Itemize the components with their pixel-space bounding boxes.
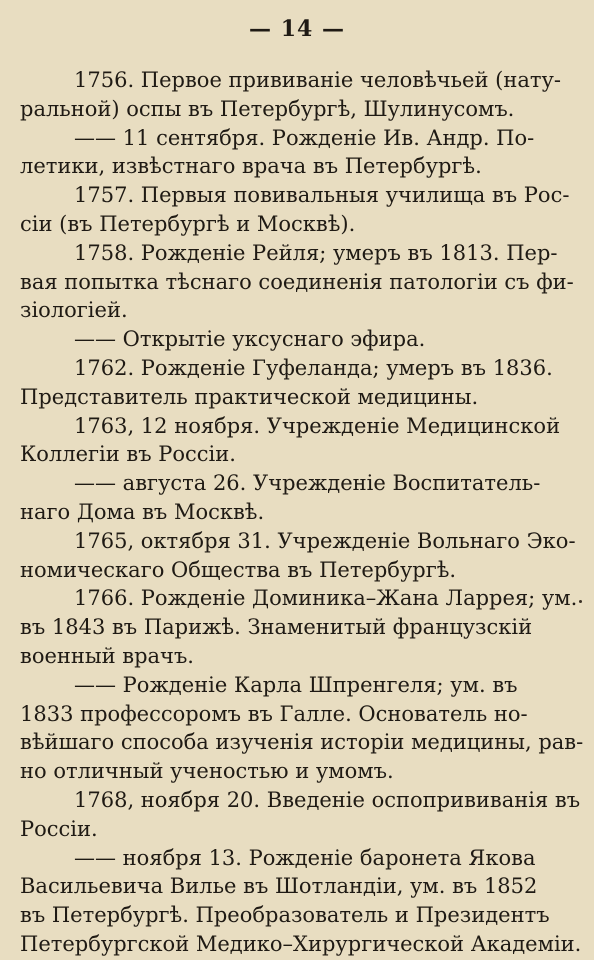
entry-continuation-line: военный врачъ. (20, 643, 194, 668)
entry-continuation-line: но отличный ученостью и умомъ. (20, 759, 394, 784)
entry-continuation-line: въ 1843 въ Парижѣ. Знаменитый французскій (20, 615, 533, 640)
chronicle-entry (20, 671, 584, 786)
chronicle-entry (20, 124, 554, 182)
chronicle-entry (20, 239, 574, 325)
entry-continuation-line: Васильевича Вилье въ Шотландіи, ум. въ 1852 (20, 874, 538, 899)
entry-continuation-line: Петербургской Медико–Хирургической Академіи. (20, 931, 582, 956)
entry-first-line: 1765, октября 31. Учрежденіе Вольнаго Эко- (74, 528, 576, 553)
ink-speck (579, 600, 582, 603)
page-text (20, 66, 584, 959)
entry-continuation-line: Россіи. (20, 816, 98, 841)
page-number: — 14 — (249, 16, 345, 42)
entry-continuation-line: летики, извѣстнаго врача въ Петербургѣ. (20, 154, 482, 179)
chronicle-entry (20, 469, 554, 527)
entry-continuation-line: сіи (въ Петербургѣ и Москвѣ). (20, 211, 356, 236)
entry-continuation-line: 1833 профессоромъ въ Галле. Основатель но- (20, 701, 528, 726)
entry-first-line: —— Рожденіе Карла Шпренгеля; ум. въ (74, 672, 518, 697)
entry-continuation-line: зіологіей. (20, 298, 128, 323)
entry-first-line: —— ноября 13. Рожденіе баронета Якова (74, 845, 536, 870)
entry-first-line: —— августа 26. Учрежденіе Воспитатель- (74, 471, 541, 496)
entry-first-line: 1756. Первое прививаніе человѣчьей (нату- (74, 68, 561, 92)
entry-first-line: —— Открытіе уксуснаго эфира. (74, 327, 426, 352)
chronicle-entry (20, 584, 578, 670)
entry-first-line: 1766. Рожденіе Доминика–Жана Ларрея; ум. (74, 586, 578, 611)
chronicle-entry (20, 412, 561, 470)
chronicle-entry (20, 527, 576, 585)
entry-continuation-line: номическаго Общества въ Петербургѣ. (20, 557, 457, 582)
entry-first-line: 1758. Рожденіе Рейля; умеръ въ 1813. Пер- (74, 240, 558, 265)
entry-first-line: 1757. Первыя повивальныя училища въ Рос- (74, 183, 570, 208)
entry-continuation-line: Представитель практической медицины. (20, 384, 479, 409)
chronicle-entry (20, 181, 570, 239)
entry-continuation-line: въ Петербургѣ. Преобразователь и Президентъ (20, 903, 550, 928)
chronicle-entry (74, 325, 554, 354)
chronicle-entry (20, 844, 582, 959)
chronicle-entry (20, 354, 554, 412)
chronicle-entry (20, 66, 561, 124)
chronicle-entry (20, 786, 581, 844)
entry-first-line: 1762. Рожденіе Гуфеланда; умеръ въ 1836. (74, 355, 553, 380)
entry-continuation-line: Коллегіи въ Россіи. (20, 442, 236, 467)
entry-first-line: —— 11 сентября. Рожденіе Ив. Андр. По- (74, 125, 535, 150)
entry-continuation-line: вая попытка тѣснаго соединенія патологіи съ фи- (20, 269, 574, 294)
entry-first-line: 1763, 12 ноября. Учрежденіе Медицинской (74, 413, 561, 438)
entry-continuation-line: ральной) оспы въ Петербургѣ, Шулинусомъ. (20, 96, 515, 121)
entry-continuation-line: наго Дома въ Москвѣ. (20, 499, 265, 524)
entry-continuation-line: вѣйшаго способа изученія исторіи медицины, рав- (20, 730, 584, 755)
entry-first-line: 1768, ноября 20. Введеніе оспопрививанія въ (74, 787, 581, 812)
